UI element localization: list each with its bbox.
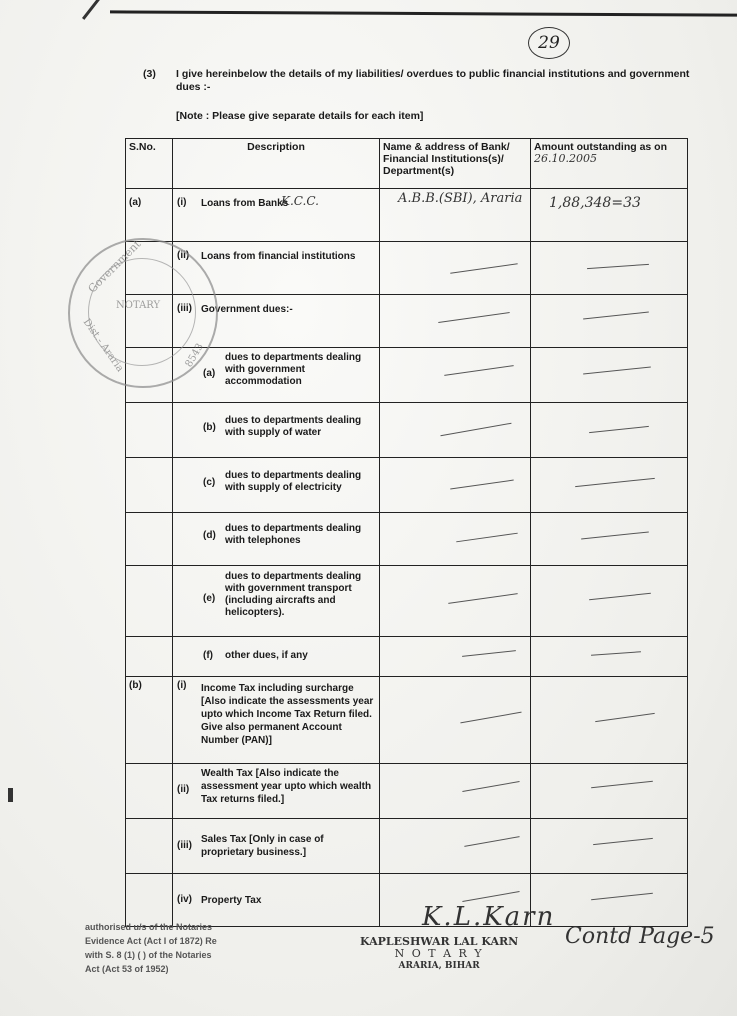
table-row: [126, 637, 688, 677]
nil-dash: [591, 651, 641, 656]
footer-line: Act (Act 53 of 1952): [85, 964, 169, 974]
handwritten-amount: 1,88,348=33: [549, 195, 641, 211]
top-edge-line: [110, 10, 737, 16]
header-amount-date: 26.10.2005: [534, 152, 597, 165]
roman-numeral: (iii): [177, 303, 192, 314]
roman-numeral: (i): [177, 197, 187, 208]
row-description: Income Tax including surcharge [Also indicate the assessments year upto which Income Tax Return filed. Give also permanent Account Number (PAN)]: [201, 683, 374, 746]
stamp-middle-text: NOTARY: [116, 300, 161, 311]
table-row: [126, 677, 688, 764]
nil-dash: [444, 365, 514, 376]
liabilities-table: [125, 138, 688, 927]
section-number: (3): [143, 68, 156, 80]
sub-letter: (e): [203, 593, 216, 604]
continued-note: Contd Page-5: [565, 924, 715, 949]
nil-dash: [462, 781, 519, 792]
nil-dash: [450, 263, 518, 274]
nil-dash: [591, 781, 653, 789]
table-row: [126, 764, 688, 819]
sub-letter: (c): [203, 477, 216, 488]
roman-numeral: (ii): [177, 784, 190, 795]
section-intro: I give hereinbelow the details of my liabilities/ overdues to public financial institutions and government dues :-: [176, 68, 690, 93]
page-number: 29: [528, 27, 570, 59]
nil-dash: [462, 891, 519, 902]
nil-dash: [593, 838, 653, 846]
table-header-row: [126, 139, 688, 189]
notary-seal-text: [360, 936, 518, 972]
notary-stamp: [68, 238, 218, 388]
notary-name: KAPLESHWAR LAL KARN: [360, 935, 519, 948]
table-row: [126, 189, 688, 242]
header-description: Description: [173, 139, 380, 189]
footer-line: with S. 8 (1) ( ) of the Notaries: [85, 950, 212, 960]
header-bank: Name & address of Bank/ Financial Institutions(s)/ Department(s): [380, 139, 531, 189]
row-description: Loans from Banks: [201, 198, 289, 209]
header-sno: S.No.: [126, 139, 173, 189]
row-description: Wealth Tax [Also indicate the assessment year upto which wealth Tax returns filed.]: [201, 768, 372, 805]
sub-letter: (a): [203, 368, 216, 379]
row-description: Loans from financial institutions: [201, 251, 356, 262]
roman-numeral: (ii): [177, 250, 190, 261]
roman-numeral: (iv): [177, 894, 192, 905]
nil-dash: [462, 650, 516, 657]
nil-dash: [581, 531, 649, 539]
nil-dash: [448, 593, 518, 604]
roman-numeral: (iii): [177, 840, 192, 851]
row-description: dues to departments dealing with supply of electricity: [225, 470, 362, 493]
table-row: [126, 458, 688, 513]
row-label-b: (b): [129, 680, 142, 691]
handwritten-note: K.C.C.: [281, 194, 319, 208]
roman-numeral: (i): [177, 680, 187, 691]
header-amount-label: Amount outstanding as on: [534, 141, 667, 153]
nil-dash: [595, 713, 655, 723]
row-label-a: (a): [129, 197, 142, 208]
row-description: Property Tax: [201, 895, 262, 906]
notary-place: ARARIA, BIHAR: [398, 961, 480, 971]
section-note: [Note : Please give separate details for each item]: [176, 110, 424, 122]
row-description: dues to departments dealing with government accommodation: [225, 352, 362, 387]
table-row: [126, 874, 688, 927]
nil-dash: [591, 893, 653, 901]
row-description: Sales Tax [Only in case of proprietary business.]: [201, 834, 324, 858]
row-description: dues to departments dealing with supply of water: [225, 415, 362, 438]
row-description: dues to departments dealing with government transport (including aircrafts and helicopters).: [225, 571, 362, 618]
nil-dash: [589, 593, 651, 601]
notary-title: N O T A R Y: [394, 947, 484, 960]
nil-dash: [583, 312, 649, 320]
footer-line: Evidence Act (Act I of 1872) Re: [85, 936, 217, 946]
nil-dash: [450, 480, 514, 490]
row-description: Government dues:-: [201, 304, 293, 315]
nil-dash: [583, 366, 651, 374]
footer-legal-text: [85, 920, 217, 976]
nil-dash: [440, 423, 511, 437]
table-row: [126, 819, 688, 874]
stamp-number: 8543: [183, 341, 206, 370]
nil-dash: [460, 712, 521, 724]
header-amount: [531, 139, 688, 189]
row-description: dues to departments dealing with telephones: [225, 523, 362, 546]
nil-dash: [587, 264, 649, 270]
footer-line: authorised u/s of the Notaries: [85, 922, 213, 932]
sub-letter: (b): [203, 422, 216, 433]
stamp-bottom-text: Dist.- Araria: [80, 316, 126, 375]
handwritten-bank: A.B.B.(SBI), Araria: [398, 191, 523, 206]
table-row: [126, 348, 688, 403]
nil-dash: [464, 836, 519, 847]
nil-dash: [456, 533, 518, 543]
nil-dash: [589, 426, 649, 434]
table-row: [126, 513, 688, 566]
edge-mark: [8, 788, 13, 802]
nil-dash: [438, 312, 509, 323]
table-row: [126, 566, 688, 637]
sub-letter: (d): [203, 530, 216, 541]
notary-signature: K.L.Karn: [422, 902, 556, 932]
stamp-top-text: Government: [85, 237, 144, 296]
table-row: [126, 403, 688, 458]
nil-dash: [575, 478, 655, 488]
row-description: other dues, if any: [225, 650, 308, 661]
sub-letter: (f): [203, 650, 213, 661]
